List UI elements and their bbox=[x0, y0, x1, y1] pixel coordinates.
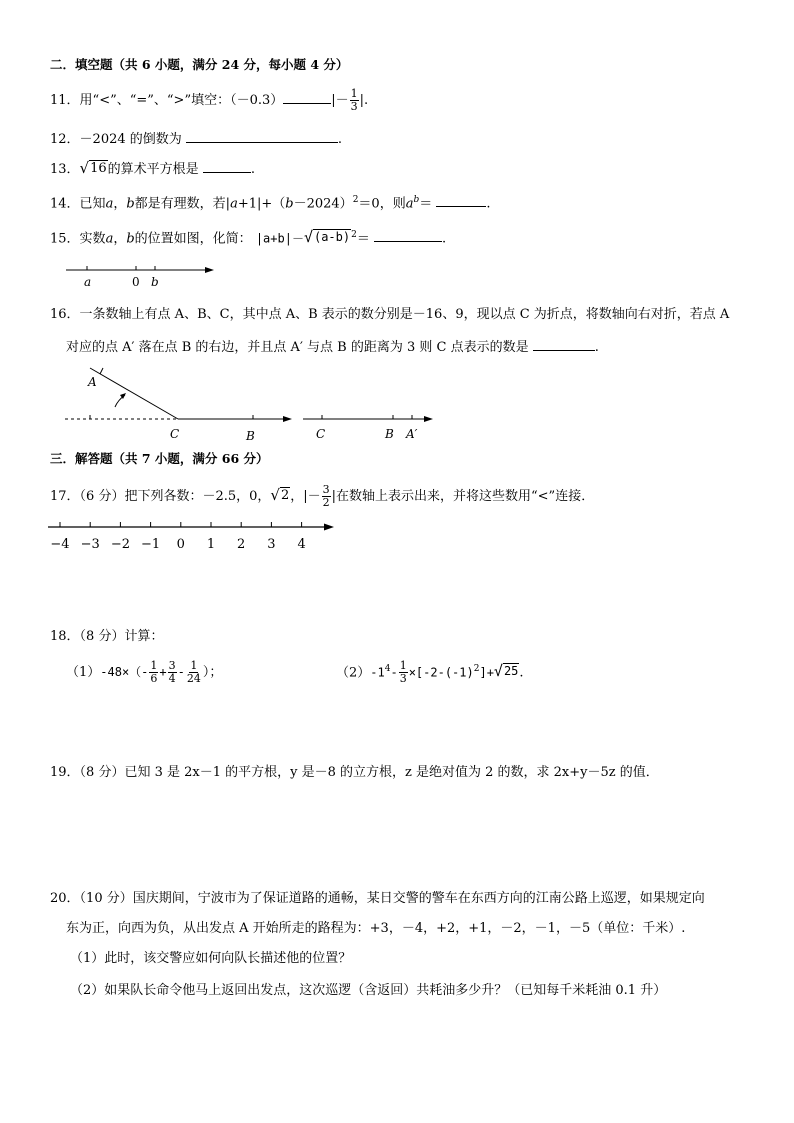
q11-answer-blank[interactable] bbox=[283, 91, 331, 104]
label-a: a bbox=[84, 275, 92, 289]
q13-sqrt: √ 16 bbox=[79, 159, 107, 177]
q18-text: （8 分）计算： bbox=[79, 629, 164, 644]
q18-2-exp1: 4 bbox=[384, 664, 391, 674]
question-11 bbox=[50, 88, 368, 113]
q15-text: 实数 bbox=[79, 231, 106, 247]
question-18 bbox=[50, 628, 163, 646]
axis-arrow bbox=[324, 524, 334, 531]
q18-2-label: （2） bbox=[336, 665, 371, 681]
q18-1-label: （1） bbox=[66, 665, 101, 680]
q14-var: a bbox=[230, 196, 238, 212]
tick-label-1: −3 bbox=[80, 537, 100, 552]
q16-end: . bbox=[594, 340, 599, 355]
q17-text: |在数轴上表示出来，并将这些数用“<”连接． bbox=[331, 489, 595, 504]
q12-number: 12． bbox=[50, 132, 80, 147]
q20-number: 20． bbox=[50, 891, 80, 906]
q14-end: . bbox=[486, 196, 491, 212]
label-0: 0 bbox=[132, 275, 140, 289]
q13-end: . bbox=[250, 162, 255, 177]
right-arrow bbox=[283, 416, 292, 422]
q15-sqrt: √ (a-b) bbox=[303, 228, 351, 247]
question-17 bbox=[50, 484, 594, 509]
q18-2-expr: ×[-2-(-1) bbox=[408, 665, 474, 680]
q11-fraction: $\frac{1}{3}$ bbox=[350, 87, 358, 113]
q17-sqrt: √ 2 bbox=[270, 486, 290, 504]
q14-text: ， bbox=[113, 196, 127, 212]
q13-answer-blank[interactable] bbox=[203, 160, 251, 173]
q14-answer-blank[interactable] bbox=[436, 194, 486, 207]
q18-1-end: ）； bbox=[202, 665, 223, 680]
question-20-sub2: （2）如果队长命令他马上返回出发点，这次巡逻（含返回）共耗油多少升？（已知每千米耗油 0.1 升） bbox=[70, 983, 667, 998]
second-arrow bbox=[424, 416, 433, 422]
tick-label-7: 3 bbox=[267, 537, 276, 552]
tick-label-2: −2 bbox=[110, 537, 130, 552]
section-2-title: 二．填空题（共 6 小题，满分 24 分，每小题 4 分） bbox=[50, 57, 349, 72]
label-C: C bbox=[170, 427, 180, 441]
folded-axis bbox=[90, 368, 178, 419]
q14-exponent: b bbox=[413, 195, 420, 205]
q18-1-expr: -48×（- bbox=[100, 665, 149, 679]
q18-1-frac1: $\frac{1}{6}$ bbox=[150, 659, 158, 685]
tick-label-0: −4 bbox=[50, 537, 70, 552]
q11-text-b: |－ bbox=[331, 93, 349, 108]
q13-text: 的算术平方根是 bbox=[107, 162, 199, 177]
q14-text: +1|+（ bbox=[237, 196, 286, 212]
q14-var: b bbox=[285, 196, 294, 212]
q15-end: . bbox=[442, 231, 447, 247]
question-18-part2 bbox=[336, 660, 524, 685]
label-B2: B bbox=[385, 427, 394, 441]
q15-abs-expr: |a+b|－ bbox=[255, 231, 304, 246]
label-A: A bbox=[88, 375, 97, 389]
q14-text: －2024） bbox=[293, 196, 353, 212]
label-A-prime: A′ bbox=[406, 427, 418, 441]
q14-text: 都是有理数，若| bbox=[134, 196, 231, 212]
q18-1-frac2: $\frac{3}{4}$ bbox=[168, 659, 176, 685]
label-B: B bbox=[246, 429, 255, 443]
q18-2-minus: - bbox=[390, 665, 398, 680]
tick-label-4: 0 bbox=[176, 537, 185, 552]
q15-var: a bbox=[105, 231, 114, 247]
q14-number: 14． bbox=[50, 196, 80, 212]
q18-1-plus: + bbox=[159, 665, 167, 679]
q17-text: （6 分）把下列各数：－2.5，0， bbox=[79, 489, 271, 504]
q17-number: 17． bbox=[50, 489, 80, 504]
q20-text-line1: （10 分）国庆期间，宁波市为了保证道路的通畅，某日交警的警车在东西方向的江南公路上巡逻，如果规定向 bbox=[79, 891, 705, 906]
q18-2-sqrt: √ 25 bbox=[493, 662, 519, 681]
q18-number: 18． bbox=[50, 629, 80, 644]
question-20-sub1: （1）此时，该交警应如何向队长描述他的位置？ bbox=[70, 951, 352, 966]
q18-2-frac: $\frac{1}{3}$ bbox=[399, 659, 407, 686]
q11-number: 11． bbox=[50, 93, 80, 108]
q12-answer-blank[interactable] bbox=[186, 130, 338, 143]
q18-1-minus: - bbox=[177, 665, 185, 679]
question-16-line2 bbox=[66, 338, 599, 357]
q18-1-frac3: $\frac{1}{24}$ bbox=[186, 659, 201, 685]
q14-var: a bbox=[105, 196, 114, 212]
q16-text-line1: 一条数轴上有点 A、B、C，其中点 A、B 表示的数分别是－16、9，现以点 C 为折点，将数轴向右对折，若点 A bbox=[79, 307, 730, 322]
section-3-title: 三．解答题（共 7 小题，满分 66 分） bbox=[50, 451, 269, 466]
q11-text: 用“<”、“=”、“>”填空：（－0.3） bbox=[79, 93, 284, 108]
question-19 bbox=[50, 764, 659, 782]
question-14 bbox=[50, 191, 491, 213]
q19-text: （8 分）已知 3 是 2x－1 的平方根，y 是－8 的立方根，z 是绝对值为 2 的数，求 2x+y－5z 的值． bbox=[79, 765, 659, 780]
q18-2-end: . bbox=[519, 665, 524, 681]
q15-answer-blank[interactable] bbox=[374, 229, 442, 242]
question-13 bbox=[50, 160, 255, 179]
label-b: b bbox=[151, 275, 159, 289]
q16-number: 16． bbox=[50, 307, 80, 322]
q18-2-expr: ]+ bbox=[479, 665, 494, 680]
question-15 bbox=[50, 226, 446, 248]
q15-equals: ＝ bbox=[356, 231, 370, 247]
question-18-part1 bbox=[66, 660, 222, 685]
q15-number: 15． bbox=[50, 231, 80, 247]
q15-number-line bbox=[60, 262, 230, 292]
q15-exponent: 2 bbox=[351, 230, 357, 240]
tick-label-3: −1 bbox=[141, 537, 161, 552]
q14-text: 已知 bbox=[79, 196, 106, 212]
q17-fraction: $\frac{3}{2}$ bbox=[322, 483, 330, 509]
q16-text-line2: 对应的点 A′ 落在点 B 的右边，并且点 A′ 与点 B 的距离为 3 则 C 点表示的数是 bbox=[66, 340, 529, 355]
q18-2-exp2: 2 bbox=[473, 664, 480, 674]
tick-A bbox=[100, 368, 103, 374]
q12-text: －2024 的倒数为 bbox=[79, 132, 182, 147]
q17-number-line bbox=[44, 518, 344, 558]
q15-var: b bbox=[126, 231, 135, 247]
q11-text-c: |. bbox=[359, 93, 369, 108]
q14-var: b bbox=[126, 196, 135, 212]
q15-text: 的位置如图，化简： bbox=[134, 231, 252, 247]
axis-arrow bbox=[205, 267, 214, 273]
question-20 bbox=[50, 890, 705, 908]
tick-label-8: 4 bbox=[297, 537, 306, 552]
q17-text: ，|－ bbox=[290, 489, 321, 504]
q14-exponent: 2 bbox=[352, 195, 359, 205]
q18-2-expr: -1 bbox=[370, 665, 385, 680]
q14-text: ＝0，则 bbox=[358, 196, 406, 212]
question-16 bbox=[50, 306, 729, 324]
label-C2: C bbox=[316, 427, 326, 441]
q19-number: 19． bbox=[50, 765, 80, 780]
tick-label-6: 2 bbox=[237, 537, 246, 552]
q12-end: . bbox=[337, 132, 343, 147]
q14-text: ＝ bbox=[419, 196, 433, 212]
q16-answer-blank[interactable] bbox=[533, 338, 595, 351]
question-20-line2: 东为正，向西为负，从出发点 A 开始所走的路程为：+3，－4，+2，+1，－2，－1，－5（单位：千米）. bbox=[66, 921, 686, 936]
question-12 bbox=[50, 130, 342, 149]
q16-fold-figure bbox=[60, 362, 440, 444]
q15-text: ， bbox=[113, 231, 127, 247]
q13-number: 13． bbox=[50, 162, 80, 177]
q14-var: a bbox=[405, 196, 414, 212]
tick-label-5: 1 bbox=[206, 537, 216, 552]
